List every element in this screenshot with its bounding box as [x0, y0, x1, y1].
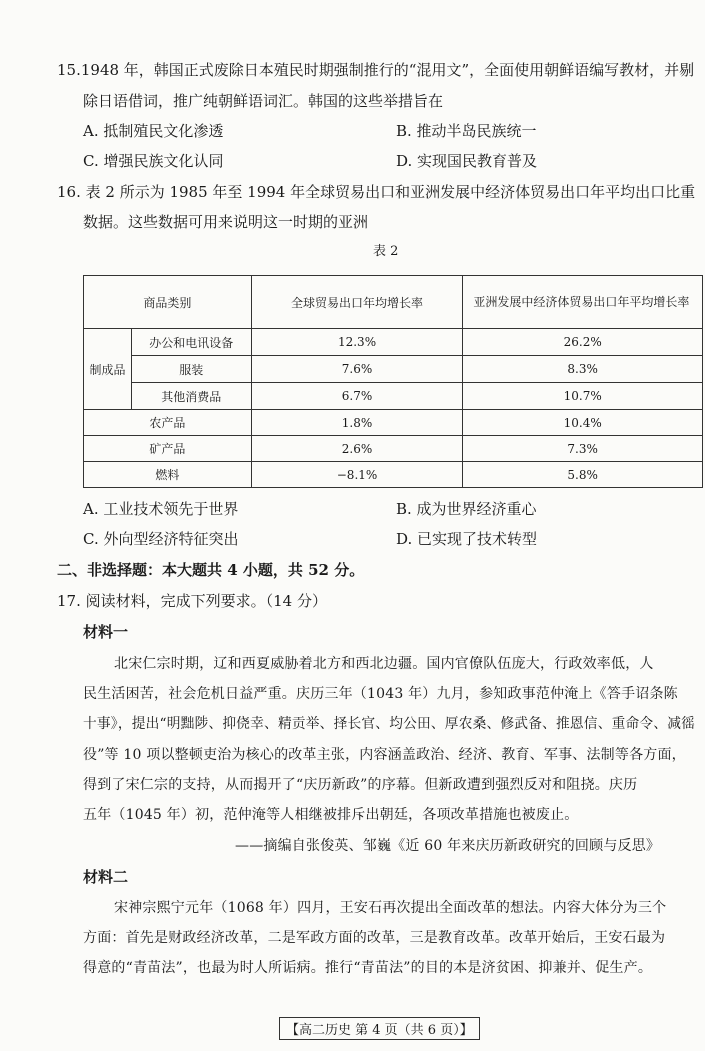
row-name: 办公和电讯设备: [131, 329, 251, 356]
material-2-line: 得意的“青苗法”，也最为时人所诟病。推行“青苗法”的目的本是济贫困、抑兼并、促生产。: [83, 960, 653, 976]
q16-option-d: D. 已实现了技术转型: [396, 530, 538, 548]
q16-stem-line1: 16. 表 2 所示为 1985 年至 1994 年全球贸易出口和亚洲发展中经济体贸易出口年平均出口比重: [57, 183, 696, 201]
row-global: 12.3%: [251, 329, 463, 356]
table-row: [84, 356, 703, 383]
q15-option-c: C. 增强民族文化认同: [83, 152, 224, 170]
material-1-line: 民生活困苦，社会危机日益严重。庆历三年（1043 年）九月，参知政事范仲淹上《答手诏条陈: [83, 686, 678, 702]
table-row: [84, 329, 703, 356]
material-1-line: 十事》，提出“明黜陟、抑侥幸、精贡举、择长官、均公田、厚农桑、修武备、推恩信、重命令、减徭: [83, 716, 696, 732]
row-name: 燃料: [84, 462, 252, 488]
q15-stem-line1: 15.1948 年，韩国正式废除日本殖民时期强制推行的“混用文”，全面使用朝鲜语编写教材，并剔: [57, 61, 695, 79]
row-global: −8.1%: [251, 462, 463, 488]
q15-option-b: B. 推动半岛民族统一: [396, 122, 537, 140]
material-1-title: 材料一: [83, 623, 129, 641]
row-name: 矿产品: [84, 436, 252, 462]
material-1-line: 五年（1045 年）初，范仲淹等人相继被排斥出朝廷，各项改革措施也被废止。: [83, 807, 579, 823]
row-global: 7.6%: [251, 356, 463, 383]
section-heading: 二、非选择题：本大题共 4 小题，共 52 分。: [57, 561, 365, 579]
row-name: 农产品: [84, 410, 252, 436]
q15-option-d: D. 实现国民教育普及: [396, 152, 538, 170]
row-name: 服装: [131, 356, 251, 383]
header-global: 全球贸易出口年均增长率: [251, 276, 463, 329]
material-1-source: ——摘编自张俊英、邹巍《近 60 年来庆历新政研究的回顾与反思》: [235, 838, 661, 854]
row-asia: 5.8%: [463, 462, 703, 488]
material-1-line: 北宋仁宗时期，辽和西夏威胁着北方和西北边疆。国内官僚队伍庞大，行政效率低，人: [114, 656, 654, 672]
row-global: 6.7%: [251, 383, 463, 410]
material-1-line: 得到了宋仁宗的支持，从而揭开了“庆历新政”的序幕。但新政遭到强烈反对和阻挠。庆历: [83, 777, 638, 793]
q16-option-b: B. 成为世界经济重心: [396, 500, 537, 518]
data-table: [83, 275, 703, 488]
table-row: [84, 383, 703, 410]
header-category: 商品类别: [84, 276, 252, 329]
row-global: 2.6%: [251, 436, 463, 462]
table-row: [84, 462, 703, 488]
row-name: 其他消费品: [131, 383, 251, 410]
q16-stem-line2: 数据。这些数据可用来说明这一时期的亚洲: [83, 213, 369, 231]
table-title: 表 2: [373, 244, 399, 259]
row-asia: 10.7%: [463, 383, 703, 410]
material-2-line: 宋神宗熙宁元年（1068 年）四月，王安石再次提出全面改革的想法。内容大体分为三个: [114, 900, 667, 916]
row-asia: 7.3%: [463, 436, 703, 462]
header-asia: 亚洲发展中经济体贸易出口年平均增长率: [463, 276, 703, 329]
material-2-title: 材料二: [83, 868, 129, 886]
manufactured-label: 制成品: [84, 329, 132, 410]
q16-option-c: C. 外向型经济特征突出: [83, 530, 239, 548]
q16-option-a: A. 工业技术领先于世界: [83, 500, 239, 518]
row-asia: 26.2%: [463, 329, 703, 356]
material-1-line: 役”等 10 项以整顿吏治为核心的改革主张，内容涵盖政治、经济、教育、军事、法制等各方面，: [83, 747, 686, 763]
row-global: 1.8%: [251, 410, 463, 436]
q15-option-a: A. 抵制殖民文化渗透: [83, 122, 224, 140]
table-row: [84, 410, 703, 436]
q15-stem-line2: 除日语借词，推广纯朝鲜语词汇。韩国的这些举措旨在: [83, 92, 444, 110]
material-2-line: 方面：首先是财政经济改革，二是军政方面的改革，三是教育改革。改革开始后，王安石最为: [83, 930, 666, 946]
q17-stem: 17. 阅读材料，完成下列要求。（14 分）: [57, 592, 327, 610]
row-asia: 8.3%: [463, 356, 703, 383]
page-footer: 【高二历史 第 4 页（共 6 页）】: [279, 1017, 480, 1040]
table-row: [84, 436, 703, 462]
row-asia: 10.4%: [463, 410, 703, 436]
